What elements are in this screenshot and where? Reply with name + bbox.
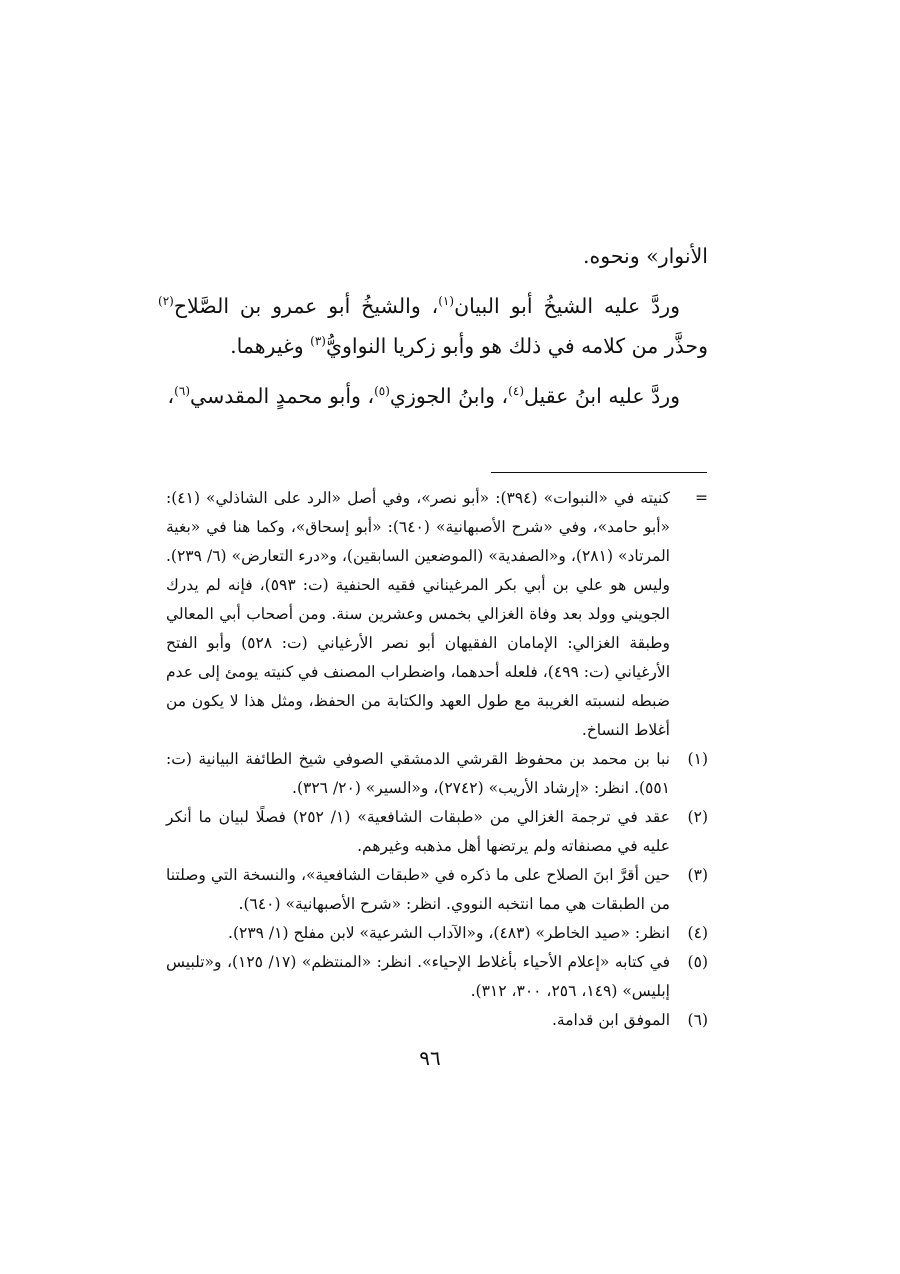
footnote-marker: (١)	[687, 750, 708, 768]
footnote-marker: (٥)	[687, 953, 708, 971]
footnote-1	[166, 745, 708, 803]
main-text	[158, 236, 708, 416]
paragraph-2	[158, 286, 708, 366]
paragraph-3-text-a: وردَّ عليه ابنُ عقيل	[524, 384, 680, 408]
footnote-6	[166, 1006, 708, 1035]
paragraph-2-text-b: ، والشيخُ أبو عمرو بن الصَّلاح	[173, 294, 439, 318]
paragraph-2-text-d: وغيرهما.	[230, 334, 311, 358]
footnote-text: نبا بن محمد بن محفوظ القرشي الدمشقي الصوفي شيخ الطائفة البيانية (ت: ٥٥١). انظر: «إرشاد الأريب» (٢٧٤٢)، و«السير» (٢٠/ ٣٢٦).	[166, 750, 670, 797]
paragraph-3-text-b: ، وابنُ الجوزي	[389, 384, 509, 408]
paragraph-2-text-a: وردَّ عليه الشيخُ أبو البيان	[454, 294, 680, 318]
footnote-ref-2: (٢)	[158, 294, 174, 309]
footnote-ref-1: (١)	[438, 294, 455, 309]
footnote-ref-3: (٣)	[310, 334, 326, 349]
footnote-text: انظر: «صيد الخاطر» (٤٨٣)، و«الآداب الشرعية» لابن مفلح (١/ ٢٣٩).	[228, 924, 670, 942]
footnote-marker: (٤)	[687, 924, 708, 942]
footnote-5	[166, 948, 708, 1006]
footnote-marker: (٦)	[687, 1011, 708, 1029]
footnote-separator	[491, 472, 707, 473]
footnote-marker: =	[695, 489, 708, 507]
footnote-marker: (٣)	[687, 866, 708, 884]
footnote-text: حين أقرَّ ابنَ الصلاح على ما ذكره في «طبقات الشافعية»، والنسخة التي وصلتنا من الطبقات هي مما انتخبه النووي. انظر: «شرح الأصبهانية» (٦٤٠).	[166, 866, 670, 913]
continuation-line: الأنوار» ونحوه.	[582, 244, 708, 268]
footnote-ref-4: (٤)	[508, 384, 524, 399]
paragraph-2-text-c: وحذَّر من كلامه في ذلك هو وأبو زكريا النواويُّ	[325, 334, 708, 358]
footnote-ref-5: (٥)	[374, 384, 390, 399]
footnote-text: الموفق ابن قدامة.	[552, 1011, 670, 1029]
footnote-ref-6: (٦)	[174, 384, 190, 399]
page-number: ٩٦	[419, 1046, 441, 1070]
paragraph-3-text-d: ،	[167, 384, 175, 408]
footnote-4	[166, 919, 708, 948]
paragraph-3	[158, 376, 708, 416]
footnote-text: في كتابه «إعلام الأحياء بأغلاط الإحياء». انظر: «المنتظم» (١٧/ ١٢٥)، و«تلبيس إبليس» (١٤٩، ٢٥٦، ٣٠٠، ٣١٢).	[166, 953, 670, 1000]
footnote-3	[166, 861, 708, 919]
footnote-2	[166, 803, 708, 861]
footnote-continuation	[166, 484, 708, 745]
footnote-text: عقد في ترجمة الغزالي من «طبقات الشافعية» (١/ ٢٥٢) فصلًا لبيان ما أنكر عليه في مصنفاته ولم يرتضها أهل مذهبه وغيرهم.	[166, 808, 670, 855]
paragraph-continuation	[158, 236, 708, 276]
footnote-marker: (٢)	[687, 808, 708, 826]
footnote-text: كنيته في «النبوات» (٣٩٤): «أبو نصر»، وفي أصل «الرد على الشاذلي» (٤١): «أبو حامد»، وفي «شرح الأصبهانية» (٦٤٠): «أبو إسحاق»، وكما هنا في «بغية المرتاد» (٢٨١)، و«الصفدية» (الموضعين السابقين)، و«درء التعارض» (٦/ ٢٣٩). وليس هو علي بن أبي بكر المرغيناني فقيه الحنفية (ت: ٥٩٣)، فإنه لم يدرك الجويني وولد بعد وفاة الغزالي بخمس وعشرين سنة. ومن أصحاب أبي المعالي وطبقة الغزالي: الإمامان الفقيهان أبو نصر الأرغياني (ت: ٥٢٨) وأبو الفتح الأرغياني (ت: ٤٩٩)، فلعله أحدهما، واضطراب المصنف في كنيته يومئ إلى عدم ضبطه لنسبته الغريبة مع طول العهد والكتابة من الحفظ، ومثل هذا لا يكون من أغلاط النساخ.	[166, 489, 671, 739]
footnotes	[166, 484, 708, 1035]
paragraph-3-text-c: ، وأبو محمدٍ المقدسي	[190, 384, 375, 408]
